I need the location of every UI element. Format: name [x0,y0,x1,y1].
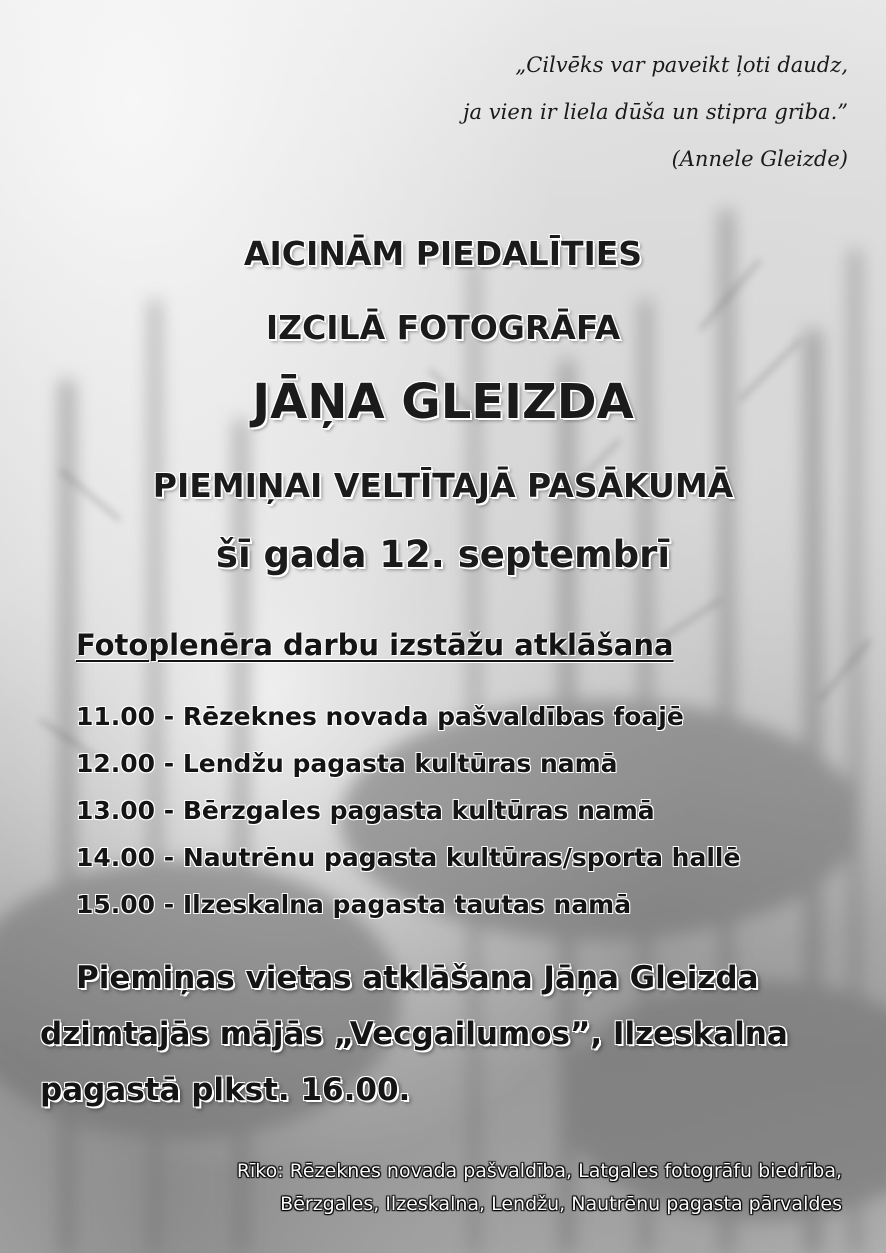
memorial-announcement [40,950,860,1118]
headline-invite: AICINĀM PIEDALĪTIES [243,234,643,273]
quote-author: (Annele Gleizde) [671,147,848,171]
exhibitions-title: Fotoplenēra darbu izstāžu atklāšana [76,628,674,662]
organizers [42,1155,842,1221]
organizers-line-2: Bērzgales, Ilzeskalna, Lendžu, Nautrēnu pagasta pārvaldes [280,1193,842,1215]
memorial-line-1: Piemiņas vietas atklāšana Jāņa Gleizda [76,960,759,996]
schedule-item: 14.00 - Nautrēnu pagasta kultūras/sporta hallē [76,843,741,872]
organizers-line-1: Rīko: Rēzeknes novada pašvaldība, Latgales fotogrāfu biedrība, [236,1160,842,1182]
quote [328,42,848,183]
quote-line-2: ja vien ir liela dūša un stipra griba.” [463,100,848,124]
quote-line-1: „Cilvēks var paveikt ļoti daudz, [515,53,848,77]
exhibitions-schedule [76,697,866,932]
schedule-item: 15.00 - Ilzeskalna pagasta tautas namā [76,890,632,919]
memorial-line-2: dzimtajās mājās „Vecgailumos”, Ilzeskalna [40,1016,788,1052]
schedule-item: 11.00 - Rēzeknes novada pašvaldības foajē [76,702,684,731]
memorial-line-3: pagastā plkst. 16.00. [40,1072,411,1108]
headline-date: šī gada 12. septembrī [215,533,671,576]
headline-event: PIEMIŅAI VELTĪTAJĀ PASĀKUMĀ [152,466,734,505]
schedule-item: 13.00 - Bērzgales pagasta kultūras namā [76,796,655,825]
headline-name: JĀŅA GLEIZDA [252,374,634,430]
schedule-item: 12.00 - Lendžu pagasta kultūras namā [76,749,618,778]
headline-photographer: IZCILĀ FOTOGRĀFA [265,308,621,347]
